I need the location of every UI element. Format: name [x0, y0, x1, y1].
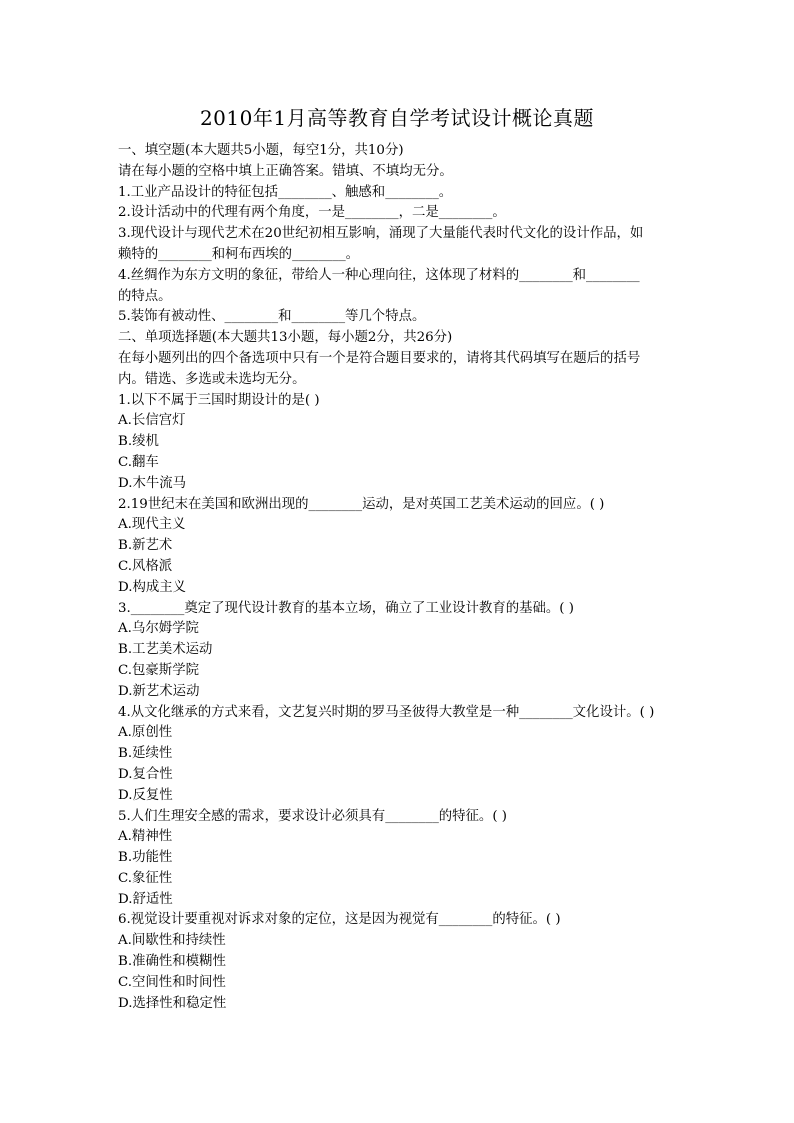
option-line: B.功能性 [118, 850, 173, 866]
option-line: B.准确性和模糊性 [118, 954, 226, 970]
question-line: 赖特的________和柯布西埃的________。 [118, 246, 360, 262]
question-line: 3.现代设计与现代艺术在20世纪初相互影响，涌现了大量能代表时代文化的设计作品，如 [118, 226, 644, 242]
question-line: 4.从文化继承的方式来看，文艺复兴时期的罗马圣彼得大教堂是一种________文化设计。( ) [118, 704, 655, 720]
option-line: B.延续性 [118, 746, 173, 762]
question-line: 3.________奠定了现代设计教育的基本立场，确立了工业设计教育的基础。( ) [118, 600, 574, 616]
section-instructions: 内。错选、多选或未选均无分。 [118, 371, 306, 387]
page-title: 2010年1月高等教育自学考试设计概论真题 [199, 106, 595, 130]
option-line: B.新艺术 [118, 538, 173, 554]
option-line: D.新艺术运动 [118, 683, 200, 699]
option-line: D.木牛流马 [118, 475, 187, 491]
question-line: 5.人们生理安全感的需求，要求设计必须具有________的特征。( ) [118, 808, 508, 824]
question-line: 4.丝绸作为东方文明的象征，带给人一种心理向往，这体现了材料的________和________ [118, 267, 640, 283]
option-line: A.精神性 [118, 829, 173, 845]
option-line: C.翻车 [118, 454, 159, 470]
question-line: 2.19世纪末在美国和欧洲出现的________运动，是对英国工艺美术运动的回应。( ) [118, 496, 605, 512]
option-line: D.构成主义 [118, 579, 187, 595]
option-line: A.乌尔姆学院 [118, 621, 199, 637]
option-line: D.反复性 [118, 787, 173, 803]
section-instructions: 请在每小题的空格中填上正确答案。错填、不填均无分。 [118, 163, 453, 179]
question-line: 2.设计活动中的代理有两个角度，一是________，二是________。 [118, 205, 506, 221]
option-line: B.工艺美术运动 [118, 642, 213, 658]
section-instructions: 在每小题列出的四个备选项中只有一个是符合题目要求的，请将其代码填写在题后的括号 [118, 350, 641, 366]
option-line: C.包豪斯学院 [118, 662, 199, 678]
question-line: 5.装饰有被动性、________和________等几个特点。 [118, 309, 426, 325]
question-line: 1.以下不属于三国时期设计的是( ) [118, 392, 320, 408]
option-line: C.象征性 [118, 870, 173, 886]
exam-content [118, 141, 678, 1014]
option-line: C.空间性和时间性 [118, 974, 226, 990]
option-line: A.长信宫灯 [118, 413, 186, 429]
question-line: 6.视觉设计要重视对诉求对象的定位，这是因为视觉有________的特征。( ) [118, 912, 561, 928]
option-line: D.选择性和稳定性 [118, 995, 227, 1011]
option-line: C.风格派 [118, 558, 173, 574]
option-line: A.原创性 [118, 725, 173, 741]
section-heading-single-choice: 二、单项选择题(本大题共13小题，每小题2分，共26分) [118, 330, 453, 346]
question-line: 的特点。 [118, 288, 172, 304]
option-line: D.舒适性 [118, 891, 173, 907]
option-line: A.现代主义 [118, 517, 186, 533]
question-line: 1.工业产品设计的特征包括________、触感和________。 [118, 184, 453, 200]
section-heading-fill-blank: 一、填空题(本大题共5小题，每空1分，共10分) [118, 143, 404, 158]
option-line: A.间歇性和持续性 [118, 933, 226, 949]
option-line: B.绫机 [118, 434, 159, 450]
option-line: D.复合性 [118, 766, 173, 782]
